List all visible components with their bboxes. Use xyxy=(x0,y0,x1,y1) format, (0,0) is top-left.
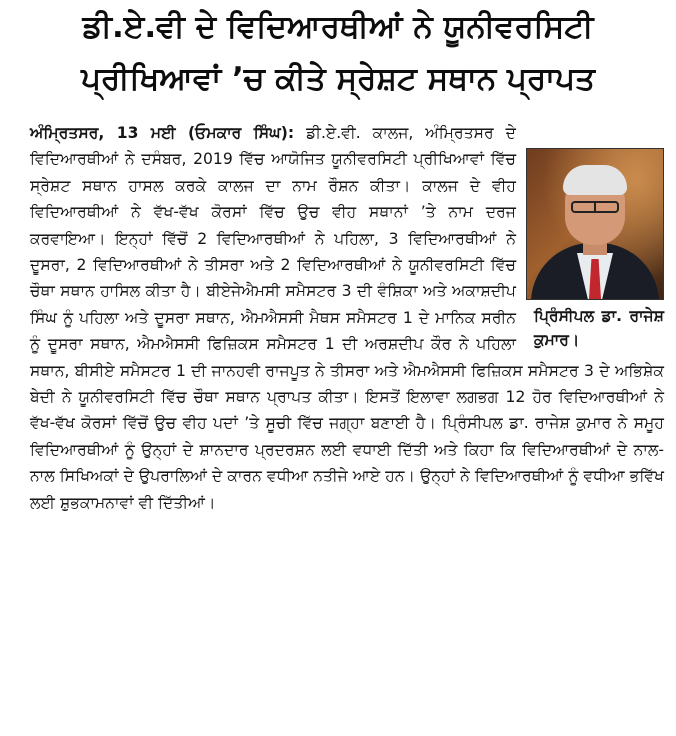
principal-photo-box xyxy=(526,148,664,352)
headline-line-1: ਡੀ.ਏ.ਵੀ ਦੇ ਵਿਦਿਆਰਥੀਆਂ ਨੇ ਯੂਨੀਵਰਸਿਟੀ xyxy=(82,9,594,45)
article-body xyxy=(30,120,664,516)
article-byline: ਅੰਮ੍ਰਿਤਸਰ, 13 ਮਈ (ਓਮਕਾਰ ਸਿੰਘ): xyxy=(30,124,295,142)
headline-line-2: ਪ੍ਰੀਖਿਆਵਾਂ ’ਚ ਕੀਤੇ ਸ੍ਰੇਸ਼ਟ ਸਥਾਨ ਪ੍ਰਾਪਤ xyxy=(81,61,595,97)
article-headline xyxy=(10,4,666,102)
photo-caption: ਪ੍ਰਿੰਸੀਪਲ ਡਾ. ਰਾਜੇਸ਼ ਕੁਮਾਰ। xyxy=(534,307,664,349)
principal-photo xyxy=(526,148,664,300)
article-text: ਡੀ.ਏ.ਵੀ. ਕਾਲਜ, ਅੰਮ੍ਰਿਤਸਰ ਦੇ ਵਿਦਿਆਰਥੀਆਂ ਨੇ ਦਸੰਬਰ, 2019 ਵਿੱਚ ਆਯੋਜਿਤ ਯੂਨੀਵਰਸਿਟੀ ਪ੍ਰੀਖਿਆਵਾਂ ਵਿੱਚ ਸ੍ਰੇਸ਼ਟ ਸਥਾਨ ਹਾਸਲ ਕਰਕੇ ਕਾਲਜ ਦਾ ਨਾਮ ਰੌਸ਼ਨ ਕੀਤਾ। ਕਾਲਜ ਦੇ ਵੀਹ ਵਿਦਿਆਰਥੀਆਂ ਨੇ ਵੱਖ-ਵੱਖ ਕੋਰਸਾਂ ਵਿੱਚ ਉਚ ਵੀਹ ਸਥਾਨਾਂ ’ਤੇ ਨਾਮ ਦਰਜ ਕਰਵਾਇਆ। ਇਨ੍ਹਾਂ ਵਿੱਚੋਂ 2 ਵਿਦਿਆਰਥੀਆਂ ਨੇ ਪਹਿਲਾ, 3 ਵਿਦਿਆਰਥੀਆਂ ਨੇ ਦੂਸਰਾ, 2 ਵਿਦਿਆਰਥੀਆਂ ਨੇ ਤੀਸਰਾ ਅਤੇ 2 ਵਿਦਿਆਰਥੀਆਂ ਨੇ ਯੂਨੀਵਰਸਿਟੀ ਵਿੱਚ ਚੌਥਾ ਸਥਾਨ ਹਾਸਿਲ ਕੀਤਾ ਹੈ। ਬੀਏਜੇਐਮਸੀ ਸਮੈਸਟਰ 3 ਦੀ ਵੰਸ਼ਿਕਾ ਅਤੇ ਅਕਾਸ਼ਦੀਪ ਸਿੰਘ ਨੂੰ ਪਹਿਲਾ ਅਤੇ ਦੂਸਰਾ ਸਥਾਨ, ਐਮਐਸਸੀ ਮੈਥਸ ਸਮੈਸਟਰ 1 ਦੇ ਮਾਨਿਕ ਸਰੀਨ ਨੂੰ ਦੂਸਰਾ ਸਥਾਨ, ਐਮਐਸਸੀ ਫਿਜ਼ਿਕਸ ਸਮੈਸਟਰ 1 ਦੀ ਅਰਸ਼ਦੀਪ ਕੌਰ ਨੇ ਪਹਿਲਾ ਸਥਾਨ, ਬੀਸੀਏ ਸਮੈਸਟਰ 1 ਦੀ ਜਾਨਹਵੀ ਰਾਜਪੂਤ ਨੇ ਤੀਸਰਾ ਅਤੇ ਐਮਐਸਸੀ ਫਿਜ਼ਿਕਸ ਸਮੈਸਟਰ 3 ਦੇ ਅਭਿਸ਼ੇਕ ਬੇਦੀ ਨੇ ਯੂਨੀਵਰਸਿਟੀ ਵਿੱਚ ਚੌਥਾ ਸਥਾਨ ਪ੍ਰਾਪਤ ਕੀਤਾ। ਇਸਤੋਂ ਇਲਾਵਾ ਲਗਭਗ 12 ਹੋਰ ਵਿਦਿਆਰਥੀਆਂ ਨੇ ਵੱਖ-ਵੱਖ ਕੋਰਸਾਂ ਵਿੱਚੋਂ ਉਚ ਵੀਹ ਪਦਾਂ ’ਤੇ ਸੂਚੀ ਵਿੱਚ ਜਗ੍ਹਾ ਬਣਾਈ ਹੈ। ਪ੍ਰਿੰਸੀਪਲ ਡਾ. ਰਾਜੇਸ਼ ਕੁਮਾਰ ਨੇ ਸਮੂਹ ਵਿਦਿਆਰਥੀਆਂ ਨੂੰ ਉਨ੍ਹਾਂ ਦੇ ਸ਼ਾਨਦਾਰ ਪ੍ਰਦਰਸ਼ਨ ਲਈ ਵਧਾਈ ਦਿੱਤੀ ਅਤੇ ਕਿਹਾ ਕਿ ਵਿਦਿਆਰਥੀਆਂ ਦੇ ਨਾਲ-ਨਾਲ ਸਿਖਿਅਕਾਂ ਦੇ ਉਪਰਾਲਿਆਂ ਦੇ ਕਾਰਨ ਵਧੀਆ ਨਤੀਜੇ ਆਏ ਹਨ। ਉਨ੍ਹਾਂ ਨੇ ਵਿਦਿਆਰਥੀਆਂ ਨੂੰ ਵਧੀਆ ਭਵਿੱਖ ਲਈ ਸ਼ੁਭਕਾਮਨਾਵਾਂ ਵੀ ਦਿੱਤੀਆਂ। xyxy=(30,124,664,512)
